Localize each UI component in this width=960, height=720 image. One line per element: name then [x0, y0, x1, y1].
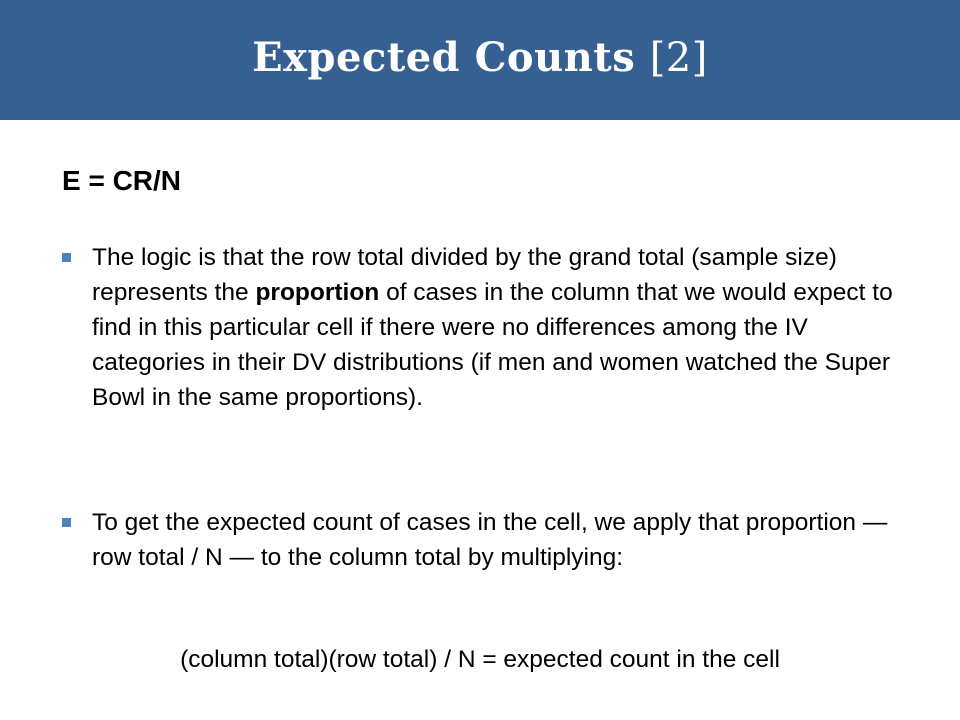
bullet-item-expected-count	[62, 505, 912, 575]
slide-title-main: Expected Counts	[252, 33, 636, 81]
bullet-text-post: of cases in the column that we would expect to find in this particular cell if there were no differences among the IV categories in their DV distributions (if men and women watched the Super Bowl in the same proportions).	[92, 279, 893, 411]
bullet-text-bold: proportion	[255, 279, 380, 306]
bullet-text-pre: The logic is that the row total divided by the grand total (sample size) represents the	[92, 244, 837, 306]
slide-title-suffix: [2]	[649, 34, 708, 81]
title-bar	[0, 0, 960, 120]
square-bullet-icon	[62, 505, 92, 575]
formula-heading: E = CR/N	[62, 165, 182, 196]
bullet-text-expected-count: To get the expected count of cases in the cell, we apply that proportion — row total / N — to the column total by multiplying:	[92, 509, 888, 571]
formula-line: (column total)(row total) / N = expected count in the cell	[180, 646, 780, 673]
slide-title	[252, 34, 708, 81]
bullet-text-logic	[92, 240, 912, 415]
square-bullet-icon	[62, 240, 92, 415]
bullet-item-logic	[62, 240, 912, 415]
